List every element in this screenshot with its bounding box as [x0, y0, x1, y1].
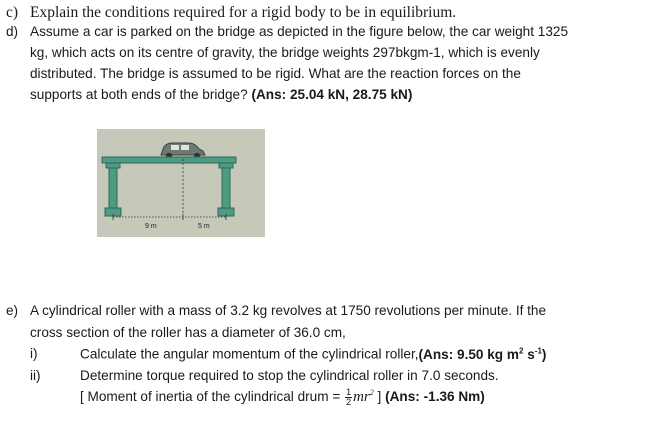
- sub-question-ii-text: Determine torque required to stop the cylindrical roller in 7.0 seconds.: [80, 368, 499, 383]
- question-d-line-1: Assume a car is parked on the bridge as depicted in the figure below, the car weight 1325: [30, 24, 569, 39]
- dimension-label-5m: 5 m: [198, 223, 210, 230]
- question-e-label: e): [6, 303, 19, 318]
- question-c-label: c): [6, 4, 19, 21]
- question-d-answer: (Ans: 25.04 kN, 28.75 kN): [251, 87, 413, 102]
- question-d-line-4-text: supports at both ends of the bridge?: [30, 87, 252, 102]
- bridge-deck: [102, 157, 236, 163]
- sub-question-i: [80, 346, 546, 362]
- sub-question-ii-label: ii): [30, 368, 41, 383]
- fraction-one-half: $\frac{1}{2}$: [346, 387, 352, 407]
- sub-question-i-answer: (Ans: 9.50 kg $m^2$ $s^{-1}$): [418, 346, 547, 362]
- note-close: ]: [373, 389, 382, 405]
- note-answer: (Ans: -1.36 Nm): [381, 389, 485, 405]
- question-d-line-3: distributed. The bridge is assumed to be rigid. What are the reaction forces on the: [30, 66, 521, 81]
- question-d-line-4: [30, 87, 412, 102]
- sub-question-i-label: i): [30, 346, 38, 361]
- question-e-line-1: A cylindrical roller with a mass of 3.2 kg revolves at 1750 revolutions per minute. If the: [30, 303, 547, 318]
- question-c-text: Explain the conditions required for a rigid body to be in equilibrium.: [30, 4, 457, 21]
- question-e-line-2: cross section of the roller has a diameter of 36.0 cm,: [30, 325, 346, 340]
- bridge-figure: [97, 129, 265, 237]
- question-d-label: d): [6, 24, 19, 39]
- question-d-line-2: kg, which acts on its centre of gravity, the bridge weights 297bkgm-1, which is evenly: [30, 45, 540, 60]
- dimension-label-9m: 9 m: [145, 223, 157, 230]
- formula-mr-squared: $mr^2$: [353, 388, 374, 406]
- sub-question-i-text: Calculate the angular momentum of the cylindrical roller,: [80, 346, 419, 362]
- note-prefix: [ Moment of inertia of the cylindrical drum =: [80, 389, 341, 405]
- moment-of-inertia-note: [80, 388, 485, 407]
